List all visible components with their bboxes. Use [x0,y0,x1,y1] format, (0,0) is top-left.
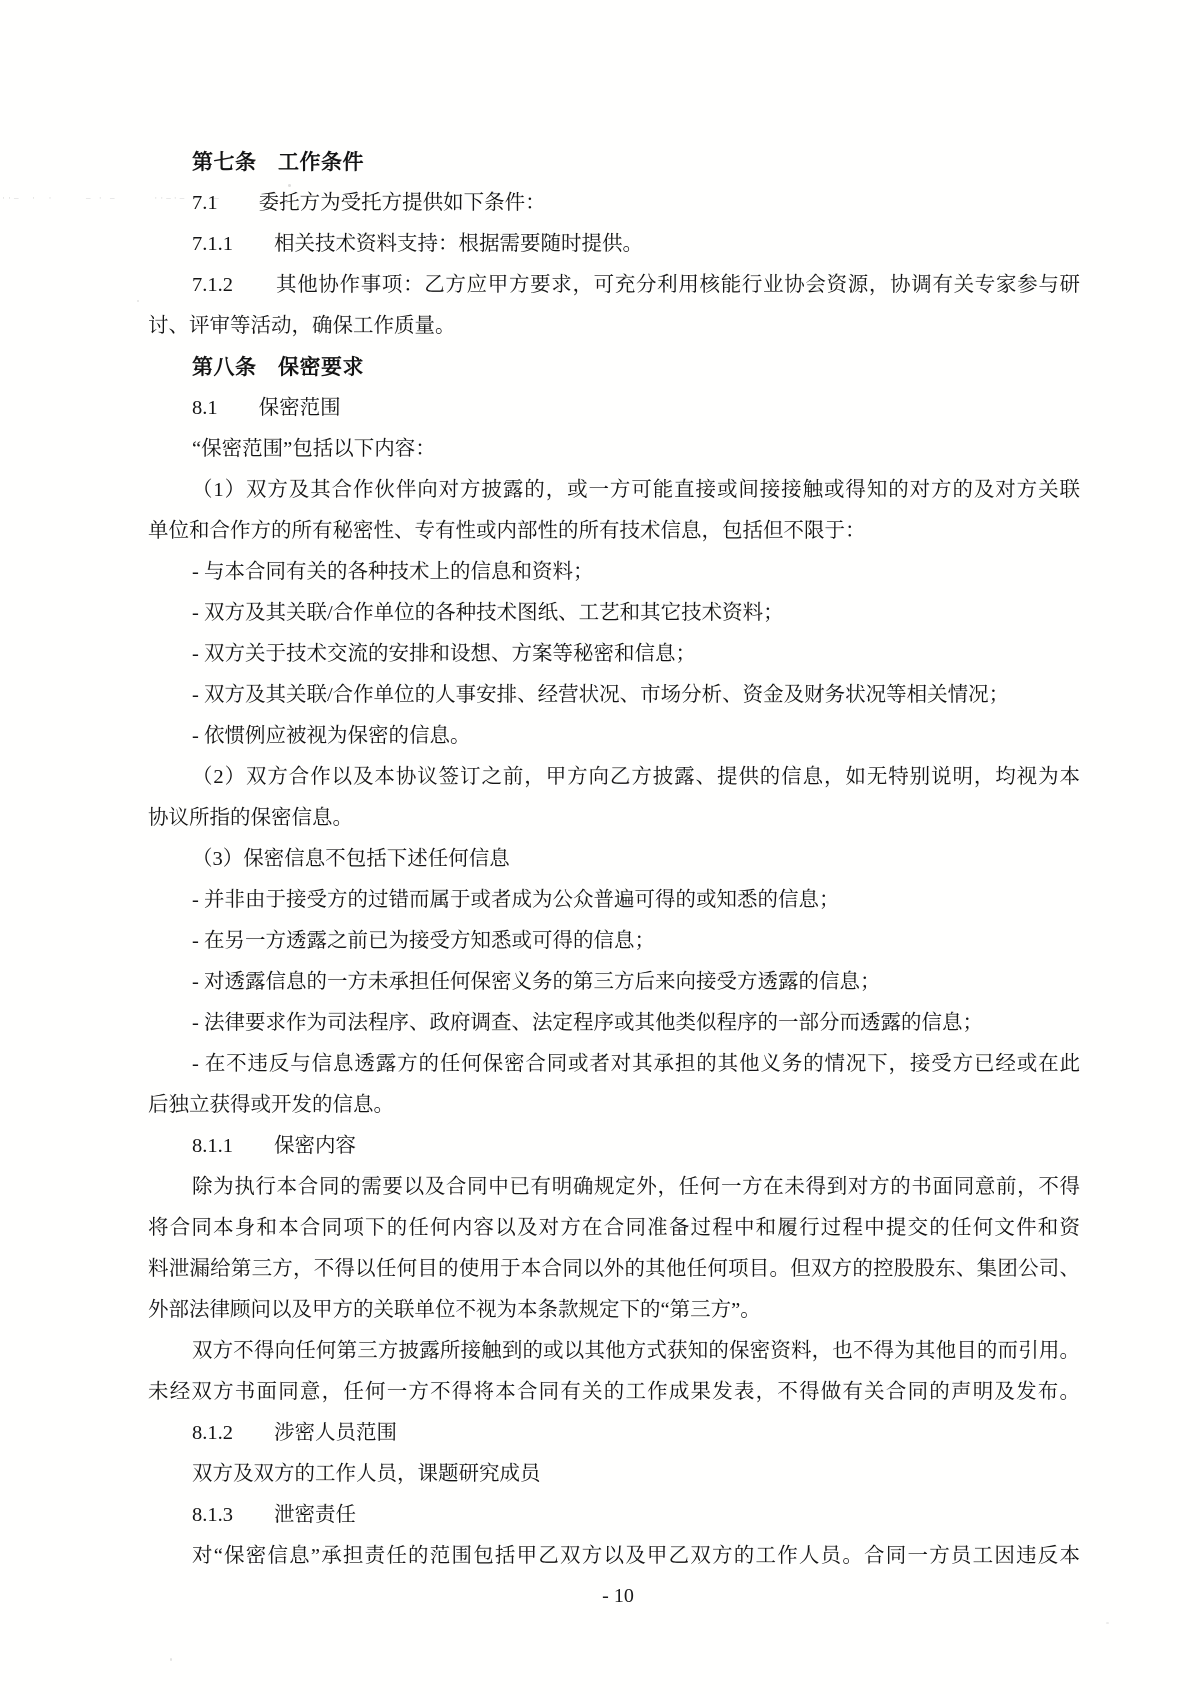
text-line: 双方不得向任何第三方披露所接触到的或以其他方式获知的保密资料，也不得为其他目的而引用。 [192,1340,1080,1362]
text-line: （1）双方及其合作伙伴向对方披露的，或一方可能直接或间接接触或得知的对方的及对方关联 [192,479,1080,501]
text-line: 8.1.1 保密内容 [192,1135,356,1157]
text-line: - 双方关于技术交流的安排和设想、方案等秘密和信息； [192,643,696,665]
text-line: 7.1.1 相关技术资料支持：根据需要随时提供。 [192,233,643,255]
contract-text-block [148,142,1080,1577]
text-line: 料泄漏给第三方，不得以任何目的使用于本合同以外的其他任何项目。但双方的控股股东、集团公司、 [148,1258,1080,1280]
text-line: （3）保密信息不包括下述任何信息 [192,848,510,870]
section-heading: 第八条 保密要求 [192,355,364,379]
text-line: 协议所指的保密信息。 [148,807,353,829]
text-line: - 与本合同有关的各种技术上的信息和资料； [192,561,594,583]
text-line: 8.1.2 涉密人员范围 [192,1422,397,1444]
text-line: 后独立获得或开发的信息。 [148,1094,394,1116]
text-line: 对“保密信息”承担责任的范围包括甲乙双方以及甲乙双方的工作人员。合同一方员工因违反本 [192,1545,1080,1567]
text-line: - 依惯例应被视为保密的信息。 [192,725,471,747]
text-line: 7.1.2 其他协作事项：乙方应甲方要求，可充分利用核能行业协会资源，协调有关专家参与研 [192,274,1080,296]
text-line: - 双方及其关联/合作单位的各种技术图纸、工艺和其它技术资料； [192,602,784,624]
text-line: 将合同本身和本合同项下的任何内容以及对方在合同准备过程中和履行过程中提交的任何文件和资 [148,1217,1080,1239]
scan-speck [1106,1622,1109,1624]
text-line: - 在另一方透露之前已为接受方知悉或可得的信息； [192,930,655,952]
text-line: - 并非由于接受方的过错而属于或者成为公众普遍可得的或知悉的信息； [192,889,840,911]
text-line: “保密范围”包括以下内容： [192,438,436,460]
scan-artifact-marks: ··– · · – · – ··–·– · – [2,193,222,203]
scan-speck [137,300,139,302]
text-line: 8.1 保密范围 [192,397,341,419]
text-line: 7.1 委托方为受托方提供如下条件： [192,192,546,214]
text-line: 除为执行本合同的需要以及合同中已有明确规定外，任何一方在未得到对方的书面同意前，不得 [192,1176,1080,1198]
text-line: 未经双方书面同意，任何一方不得将本合同有关的工作成果发表，不得做有关合同的声明及发布。 [148,1381,1080,1403]
text-line: - 双方及其关联/合作单位的人事安排、经营状况、市场分析、资金及财务状况等相关情况； [192,684,1010,706]
page-number: - 10 [602,1585,634,1607]
text-line: - 法律要求作为司法程序、政府调查、法定程序或其他类似程序的一部分而透露的信息； [192,1012,983,1034]
text-line: - 对透露信息的一方未承担任何保密义务的第三方后来向接受方透露的信息； [192,971,881,993]
text-line: （2）双方合作以及本协议签订之前，甲方向乙方披露、提供的信息，如无特别说明，均视为本 [192,766,1080,788]
text-line: 8.1.3 泄密责任 [192,1504,356,1526]
text-line: 讨、评审等活动，确保工作质量。 [148,315,456,337]
text-line: 双方及双方的工作人员，课题研究成员 [192,1463,541,1485]
section-heading: 第七条 工作条件 [192,150,364,174]
text-line: 外部法律顾问以及甲方的关联单位不视为本条款规定下的“第三方”。 [148,1299,761,1321]
text-line: 单位和合作方的所有秘密性、专有性或内部性的所有技术信息，包括但不限于： [148,520,866,542]
scan-speck [170,1658,172,1661]
text-line: - 在不违反与信息透露方的任何保密合同或者对其承担的其他义务的情况下，接受方已经或在此 [192,1053,1080,1075]
